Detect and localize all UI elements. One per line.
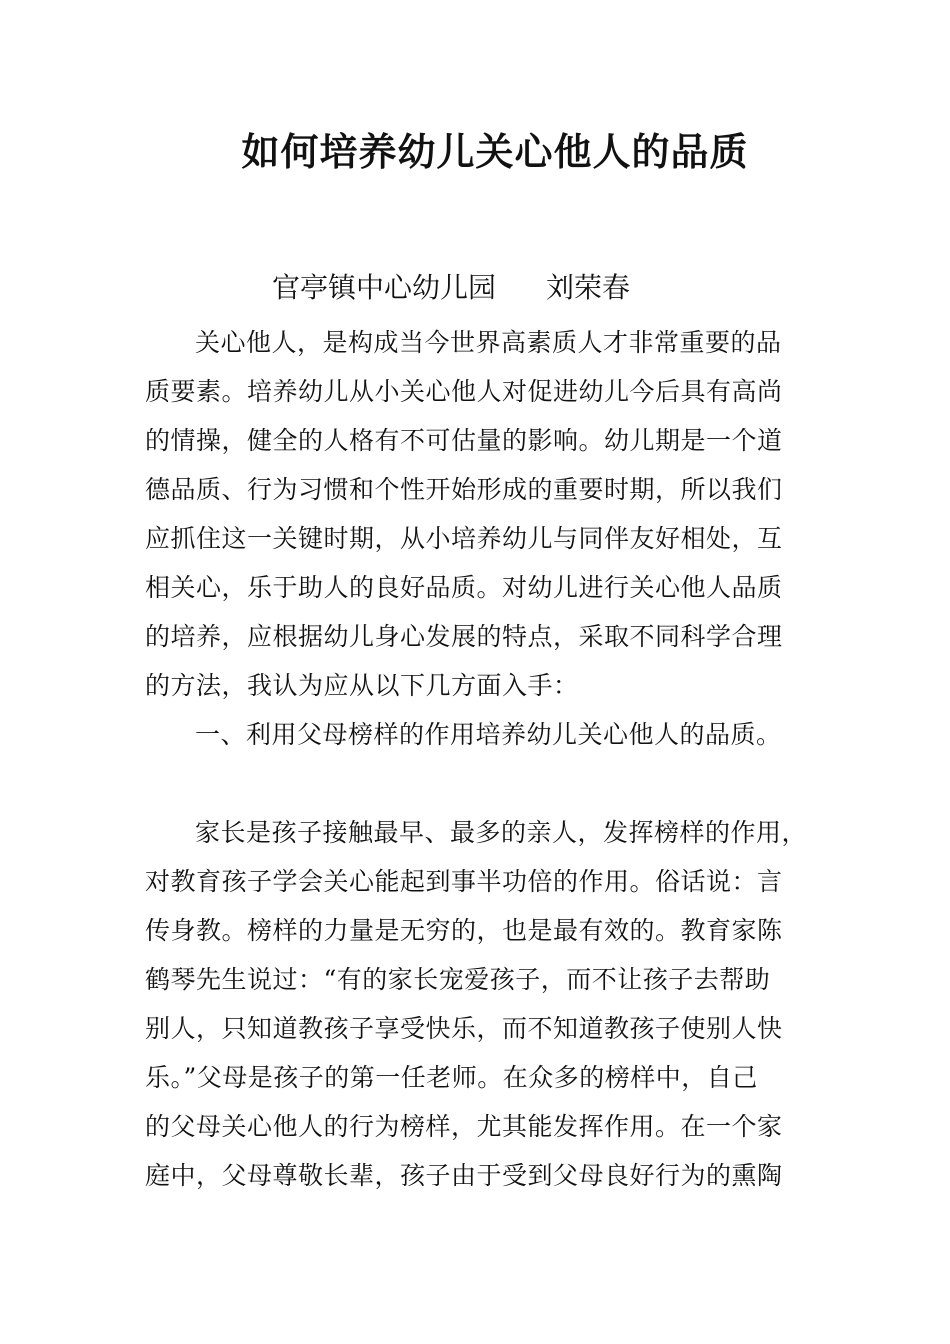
paragraph-line: 的方法，我认为应从以下几方面入手：	[145, 671, 579, 700]
paragraph-line: 乐。”父母是孩子的第一任老师。在众多的榜样中，自己	[145, 1063, 758, 1092]
paragraph-line: 庭中，父母尊敬长辈，孩子由于受到父母良好行为的熏陶	[145, 1161, 783, 1190]
paragraph-line: 相关心，乐于助人的良好品质。对幼儿进行关心他人品质	[145, 573, 783, 602]
paragraph-line: 鹤琴先生说过：“有的家长宠爱孩子，而不让孩子去帮助	[145, 965, 771, 994]
paragraph-line: 家长是孩子接触最早、最多的亲人，发挥榜样的作用，	[195, 818, 808, 847]
paragraph-line: 的培养，应根据幼儿身心发展的特点，采取不同科学合理	[145, 622, 783, 651]
paragraph-line: 的情操，健全的人格有不可估量的影响。幼儿期是一个道	[145, 426, 783, 455]
article-body	[145, 318, 835, 1200]
paragraph-line: 的父母关心他人的行为榜样，尤其能发挥作用。在一个家	[145, 1112, 783, 1141]
paragraph-line: 德品质、行为习惯和个性开始形成的重要时期，所以我们	[145, 475, 783, 504]
paragraph-line: 别人，只知道教孩子享受快乐，而不知道教孩子使别人快	[145, 1014, 783, 1043]
author-name: 刘荣春	[546, 271, 631, 304]
paragraph-line: 质要素。培养幼儿从小关心他人对促进幼儿今后具有高尚	[145, 377, 783, 406]
paragraph-line: 传身教。榜样的力量是无穷的，也是最有效的。教育家陈	[145, 916, 783, 945]
section-heading: 一、利用父母榜样的作用培养幼儿关心他人的品质。	[195, 720, 782, 749]
author-organization: 官亭镇中心幼儿园	[272, 271, 497, 304]
paragraph-line: 对教育孩子学会关心能起到事半功倍的作用。俗话说：言	[145, 867, 783, 896]
author-byline	[272, 268, 630, 308]
blank-line	[145, 759, 835, 808]
page-title: 如何培养幼儿关心他人的品质	[241, 129, 749, 174]
paragraph-line: 应抓住这一关键时期，从小培养幼儿与同伴友好相处，互	[145, 524, 783, 553]
paragraph-line: 关心他人，是构成当今世界高素质人才非常重要的品	[195, 328, 782, 357]
